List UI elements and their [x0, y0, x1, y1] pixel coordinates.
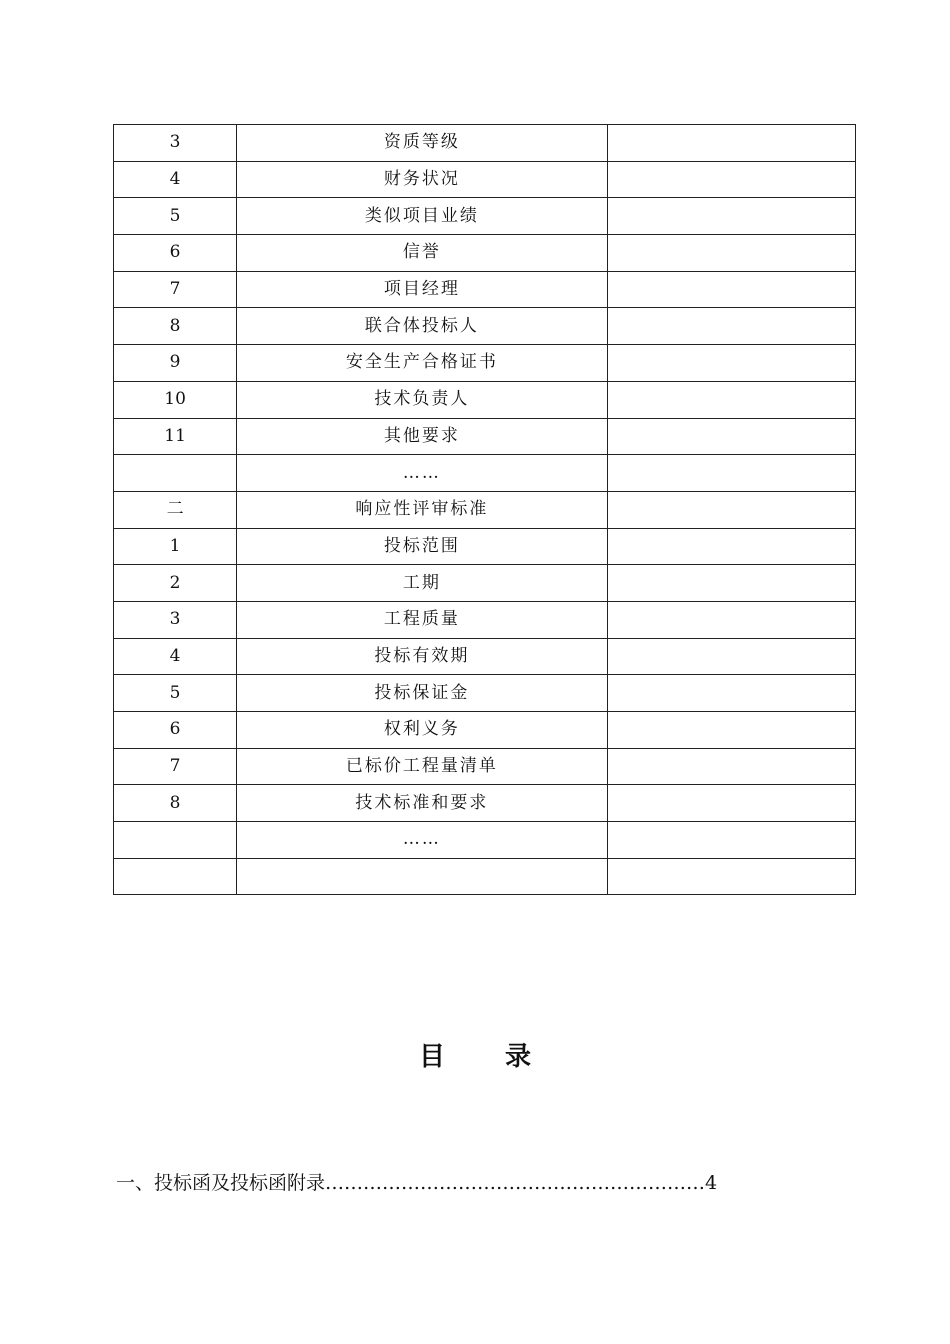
cell-number [114, 858, 237, 895]
cell-remark [607, 638, 855, 675]
table-row [114, 271, 856, 308]
cell-criterion: 响应性评审标准 [237, 491, 607, 528]
cell-remark [607, 125, 855, 162]
cell-number: 6 [114, 235, 237, 272]
cell-remark [607, 235, 855, 272]
cell-criterion: …… [237, 455, 607, 492]
cell-remark [607, 528, 855, 565]
cell-number: 二 [114, 491, 237, 528]
cell-criterion: 项目经理 [237, 271, 607, 308]
cell-criterion: 投标范围 [237, 528, 607, 565]
cell-number: 8 [114, 785, 237, 822]
cell-number [114, 822, 237, 859]
table-row [114, 785, 856, 822]
cell-criterion [237, 858, 607, 895]
cell-criterion: 技术负责人 [237, 381, 607, 418]
cell-number: 11 [114, 418, 237, 455]
cell-number: 7 [114, 748, 237, 785]
cell-number: 2 [114, 565, 237, 602]
criteria-table [113, 124, 856, 895]
table-row [114, 528, 856, 565]
cell-number: 8 [114, 308, 237, 345]
cell-remark [607, 565, 855, 602]
cell-number: 5 [114, 198, 237, 235]
cell-number: 3 [114, 125, 237, 162]
table-row [114, 345, 856, 382]
cell-criterion: 已标价工程量清单 [237, 748, 607, 785]
table-row [114, 748, 856, 785]
table-row [114, 455, 856, 492]
cell-number: 4 [114, 161, 237, 198]
cell-remark [607, 381, 855, 418]
toc-entry-page: 4 [705, 1172, 718, 1194]
cell-number: 7 [114, 271, 237, 308]
cell-remark [607, 345, 855, 382]
table-row [114, 308, 856, 345]
cell-criterion: 安全生产合格证书 [237, 345, 607, 382]
toc-entry-leader: …………………………………………………… [325, 1172, 706, 1194]
toc-entry[interactable] [116, 1168, 717, 1195]
table-row [114, 675, 856, 712]
table-row [114, 712, 856, 749]
table-row [114, 565, 856, 602]
cell-criterion: 信誉 [237, 235, 607, 272]
table-row [114, 198, 856, 235]
cell-remark [607, 748, 855, 785]
cell-criterion: 投标保证金 [237, 675, 607, 712]
toc-title-char-2: 录 [505, 1042, 532, 1072]
cell-number: 9 [114, 345, 237, 382]
cell-remark [607, 712, 855, 749]
cell-criterion: 资质等级 [237, 125, 607, 162]
cell-criterion: 其他要求 [237, 418, 607, 455]
toc-entry-label: 一、投标函及投标函附录 [116, 1172, 326, 1194]
toc-title-char-1: 目 [418, 1042, 445, 1072]
cell-number: 3 [114, 601, 237, 638]
cell-remark [607, 308, 855, 345]
cell-remark [607, 455, 855, 492]
toc-title [0, 1036, 950, 1073]
cell-criterion: 财务状况 [237, 161, 607, 198]
table-row [114, 491, 856, 528]
cell-criterion: …… [237, 822, 607, 859]
cell-remark [607, 601, 855, 638]
cell-remark [607, 675, 855, 712]
cell-criterion: 技术标准和要求 [237, 785, 607, 822]
table-row [114, 822, 856, 859]
cell-remark [607, 822, 855, 859]
table-row [114, 418, 856, 455]
criteria-table-body [114, 125, 856, 895]
cell-remark [607, 161, 855, 198]
table-row [114, 601, 856, 638]
cell-criterion: 投标有效期 [237, 638, 607, 675]
cell-number [114, 455, 237, 492]
cell-remark [607, 271, 855, 308]
cell-number: 5 [114, 675, 237, 712]
cell-remark [607, 858, 855, 895]
table-row [114, 858, 856, 895]
cell-number: 1 [114, 528, 237, 565]
cell-criterion: 工期 [237, 565, 607, 602]
cell-criterion: 权利义务 [237, 712, 607, 749]
cell-number: 10 [114, 381, 237, 418]
table-row [114, 125, 856, 162]
table-row [114, 161, 856, 198]
cell-criterion: 类似项目业绩 [237, 198, 607, 235]
table-row [114, 638, 856, 675]
cell-remark [607, 198, 855, 235]
cell-remark [607, 491, 855, 528]
cell-number: 4 [114, 638, 237, 675]
cell-criterion: 工程质量 [237, 601, 607, 638]
table-row [114, 235, 856, 272]
cell-remark [607, 785, 855, 822]
table-row [114, 381, 856, 418]
cell-criterion: 联合体投标人 [237, 308, 607, 345]
cell-number: 6 [114, 712, 237, 749]
cell-remark [607, 418, 855, 455]
